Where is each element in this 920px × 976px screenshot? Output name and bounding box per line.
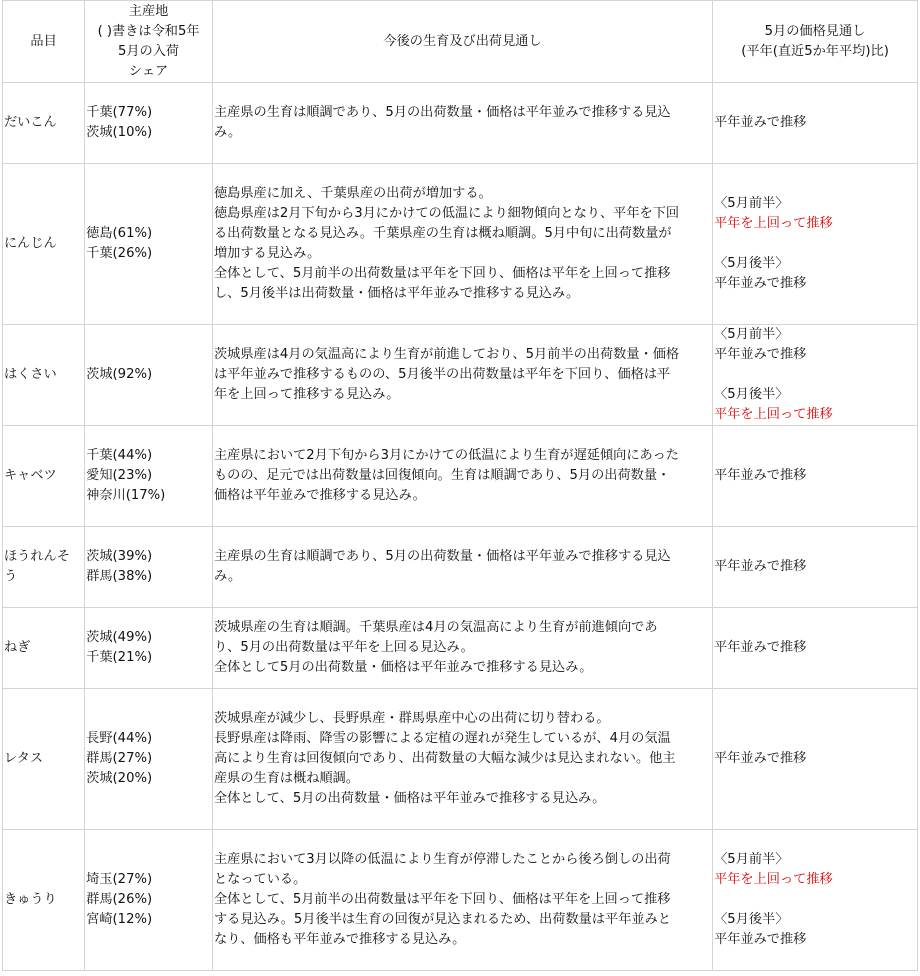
outlook-line: 増加する見込み。	[213, 246, 321, 261]
price-outlook: 平年を上回って推移	[714, 872, 833, 887]
price-period-label: 〈5月前半〉	[714, 852, 789, 867]
price-cell	[713, 830, 918, 971]
origin-share: 長野(44%)	[86, 731, 153, 746]
item-name-cell	[3, 83, 85, 164]
item-name: う	[4, 569, 18, 584]
outlook-line: 徳島県産に加え、千葉県産の出荷が増加する。	[213, 186, 492, 201]
item-name-cell	[3, 164, 85, 325]
price-outlook: 平年を上回って推移	[714, 407, 833, 422]
outlook-line: み。	[213, 125, 242, 140]
table-row	[3, 83, 918, 164]
origin-cell	[85, 83, 213, 164]
table-row	[3, 608, 918, 689]
outlook-line: 産県の生育は概ね順調。	[213, 771, 360, 786]
outlook-line: 全体として5月の出荷数量・価格は平年並みで推移する見込み。	[213, 660, 593, 675]
price-cell	[713, 689, 918, 830]
price-cell	[713, 325, 918, 426]
price-cell	[713, 527, 918, 608]
price-outlook: 平年並みで推移	[714, 347, 807, 362]
outlook-cell	[212, 325, 712, 426]
origin-cell	[85, 830, 213, 971]
origin-share: 茨城(39%)	[86, 549, 153, 564]
outlook-cell	[212, 689, 712, 830]
price-cell	[713, 426, 918, 527]
outlook-line: となっている。	[213, 872, 307, 887]
origin-cell	[85, 426, 213, 527]
origin-cell	[85, 527, 213, 608]
price-outlook: 平年を上回って推移	[714, 216, 833, 231]
table-row	[3, 325, 918, 426]
item-name-cell	[3, 830, 85, 971]
origin-share: 茨城(92%)	[86, 367, 153, 382]
outlook-cell	[212, 608, 712, 689]
table-row	[3, 164, 918, 325]
outlook-line: は平年並みで推移するものの、5月後半の出荷数量は平年を下回り、価格は平	[213, 367, 671, 382]
item-name: ねぎ	[4, 640, 31, 655]
outlook-line: 茨城県産の生育は順調。千葉県産は4月の気温高により生育が前進傾向であ	[213, 620, 658, 635]
outlook-line: 主産県において2月下旬から3月にかけての低温により生育が遅延傾向にあった	[213, 448, 679, 463]
price-cell	[713, 164, 918, 325]
price-cell	[713, 608, 918, 689]
origin-share: 茨城(10%)	[86, 125, 153, 140]
outlook-line: 主産県の生育は順調であり、5月の出荷数量・価格は平年並みで推移する見込	[213, 105, 671, 120]
origin-share: 千葉(44%)	[86, 448, 153, 463]
price-period-label: 〈5月前半〉	[714, 196, 789, 211]
outlook-line: 主産県の生育は順調であり、5月の出荷数量・価格は平年並みで推移する見込	[213, 549, 671, 564]
price-period-label: 〈5月後半〉	[714, 256, 789, 271]
table-row	[3, 830, 918, 971]
price-period-label: 〈5月後半〉	[714, 387, 789, 402]
origin-cell	[85, 325, 213, 426]
item-name: にんじん	[4, 236, 57, 251]
outlook-line: り、5月の出荷数量は平年を上回る見込み。	[213, 640, 474, 655]
price-outlook: 平年並みで推移	[714, 559, 807, 574]
price-cell	[713, 83, 918, 164]
item-name-cell	[3, 608, 85, 689]
origin-share: 千葉(21%)	[86, 650, 153, 665]
item-name: レタス	[4, 751, 44, 766]
outlook-cell	[212, 830, 712, 971]
price-period-label: 〈5月前半〉	[714, 327, 789, 342]
header-row	[3, 1, 918, 83]
outlook-line: 年を上回って推移する見込み。	[213, 387, 400, 402]
origin-share: 愛知(23%)	[86, 468, 153, 483]
table-row	[3, 527, 918, 608]
outlook-line: 全体として、5月前半の出荷数量は平年を下回り、価格は平年を上回って推移	[213, 892, 671, 907]
outlook-cell	[212, 426, 712, 527]
spacer	[714, 890, 916, 910]
outlook-line: み。	[213, 569, 242, 584]
origin-share: 茨城(20%)	[86, 771, 153, 786]
origin-share: 宮崎(12%)	[86, 912, 153, 927]
price-outlook: 平年並みで推移	[714, 468, 807, 483]
outlook-cell	[212, 527, 712, 608]
outlook-line: する見込み。5月後半は生育の回復が見込まれるため、出荷数量は平年並みと	[213, 912, 671, 927]
vegetable-outlook-table	[2, 0, 918, 971]
outlook-line: 全体として、5月前半の出荷数量は平年を下回り、価格は平年を上回って推移	[213, 266, 671, 281]
header-item: 品目	[3, 1, 85, 83]
item-name: キャベツ	[4, 468, 57, 483]
origin-share: 群馬(26%)	[86, 892, 153, 907]
price-outlook: 平年並みで推移	[714, 276, 807, 291]
origin-share: 埼玉(27%)	[86, 872, 153, 887]
outlook-line: 長野県産は降雨、降雪の影響による定植の遅れが発生しているが、4月の気温	[213, 731, 671, 746]
table-row	[3, 689, 918, 830]
header-origin: 主産地 ( )書きは令和5年 5月の入荷 シェア	[85, 1, 213, 83]
outlook-line: 全体として、5月の出荷数量・価格は平年並みで推移する見込み。	[213, 791, 606, 806]
price-outlook: 平年並みで推移	[714, 640, 807, 655]
outlook-line: 価格は平年並みで推移する見込み。	[213, 488, 426, 503]
origin-cell	[85, 608, 213, 689]
header-price: 5月の価格見通し (平年(直近5か年平均)比)	[713, 1, 918, 83]
header-outlook: 今後の生育及び出荷見通し	[212, 1, 712, 83]
item-name-cell	[3, 527, 85, 608]
outlook-cell	[212, 83, 712, 164]
origin-share: 茨城(49%)	[86, 630, 153, 645]
outlook-line: 主産県において3月以降の低温により生育が停滞したことから後ろ倒しの出荷	[213, 852, 671, 867]
price-period-label: 〈5月後半〉	[714, 912, 789, 927]
origin-share: 千葉(26%)	[86, 246, 153, 261]
item-name: ほうれんそ	[4, 549, 70, 564]
price-outlook: 平年並みで推移	[714, 932, 807, 947]
spacer	[714, 365, 916, 385]
table-row	[3, 426, 918, 527]
origin-share: 神奈川(17%)	[86, 488, 166, 503]
item-name-cell	[3, 426, 85, 527]
origin-share: 千葉(77%)	[86, 105, 153, 120]
origin-cell	[85, 689, 213, 830]
outlook-line: 高により生育は回復傾向であり、出荷数量の大幅な減少は見込まれない。他主	[213, 751, 676, 766]
outlook-line: 茨城県産は4月の気温高により生育が前進しており、5月前半の出荷数量・価格	[213, 347, 680, 362]
item-name: だいこん	[4, 115, 57, 130]
outlook-line: る出荷数量となる見込み。千葉県産の生育は概ね順調。5月中旬に出荷数量が	[213, 226, 672, 241]
outlook-line: し、5月後半は出荷数量・価格は平年並みで推移する見込み。	[213, 286, 580, 301]
origin-share: 徳島(61%)	[86, 226, 153, 241]
price-outlook: 平年並みで推移	[714, 115, 807, 130]
outlook-line: 徳島県産は2月下旬から3月にかけての低温により細物傾向となり、平年を下回	[213, 206, 680, 221]
price-outlook: 平年並みで推移	[714, 751, 807, 766]
outlook-line: なり、価格も平年並みで推移する見込み。	[213, 932, 466, 947]
spacer	[714, 234, 916, 254]
item-name-cell	[3, 325, 85, 426]
item-name: きゅうり	[4, 892, 57, 907]
outlook-cell	[212, 164, 712, 325]
item-name-cell	[3, 689, 85, 830]
outlook-line: ものの、足元では出荷数量は回復傾向。生育は順調であり、5月の出荷数量・	[213, 468, 671, 483]
origin-share: 群馬(38%)	[86, 569, 153, 584]
outlook-line: 茨城県産が減少し、長野県産・群馬県産中心の出荷に切り替わる。	[213, 711, 610, 726]
origin-share: 群馬(27%)	[86, 751, 153, 766]
origin-cell	[85, 164, 213, 325]
item-name: はくさい	[4, 367, 57, 382]
